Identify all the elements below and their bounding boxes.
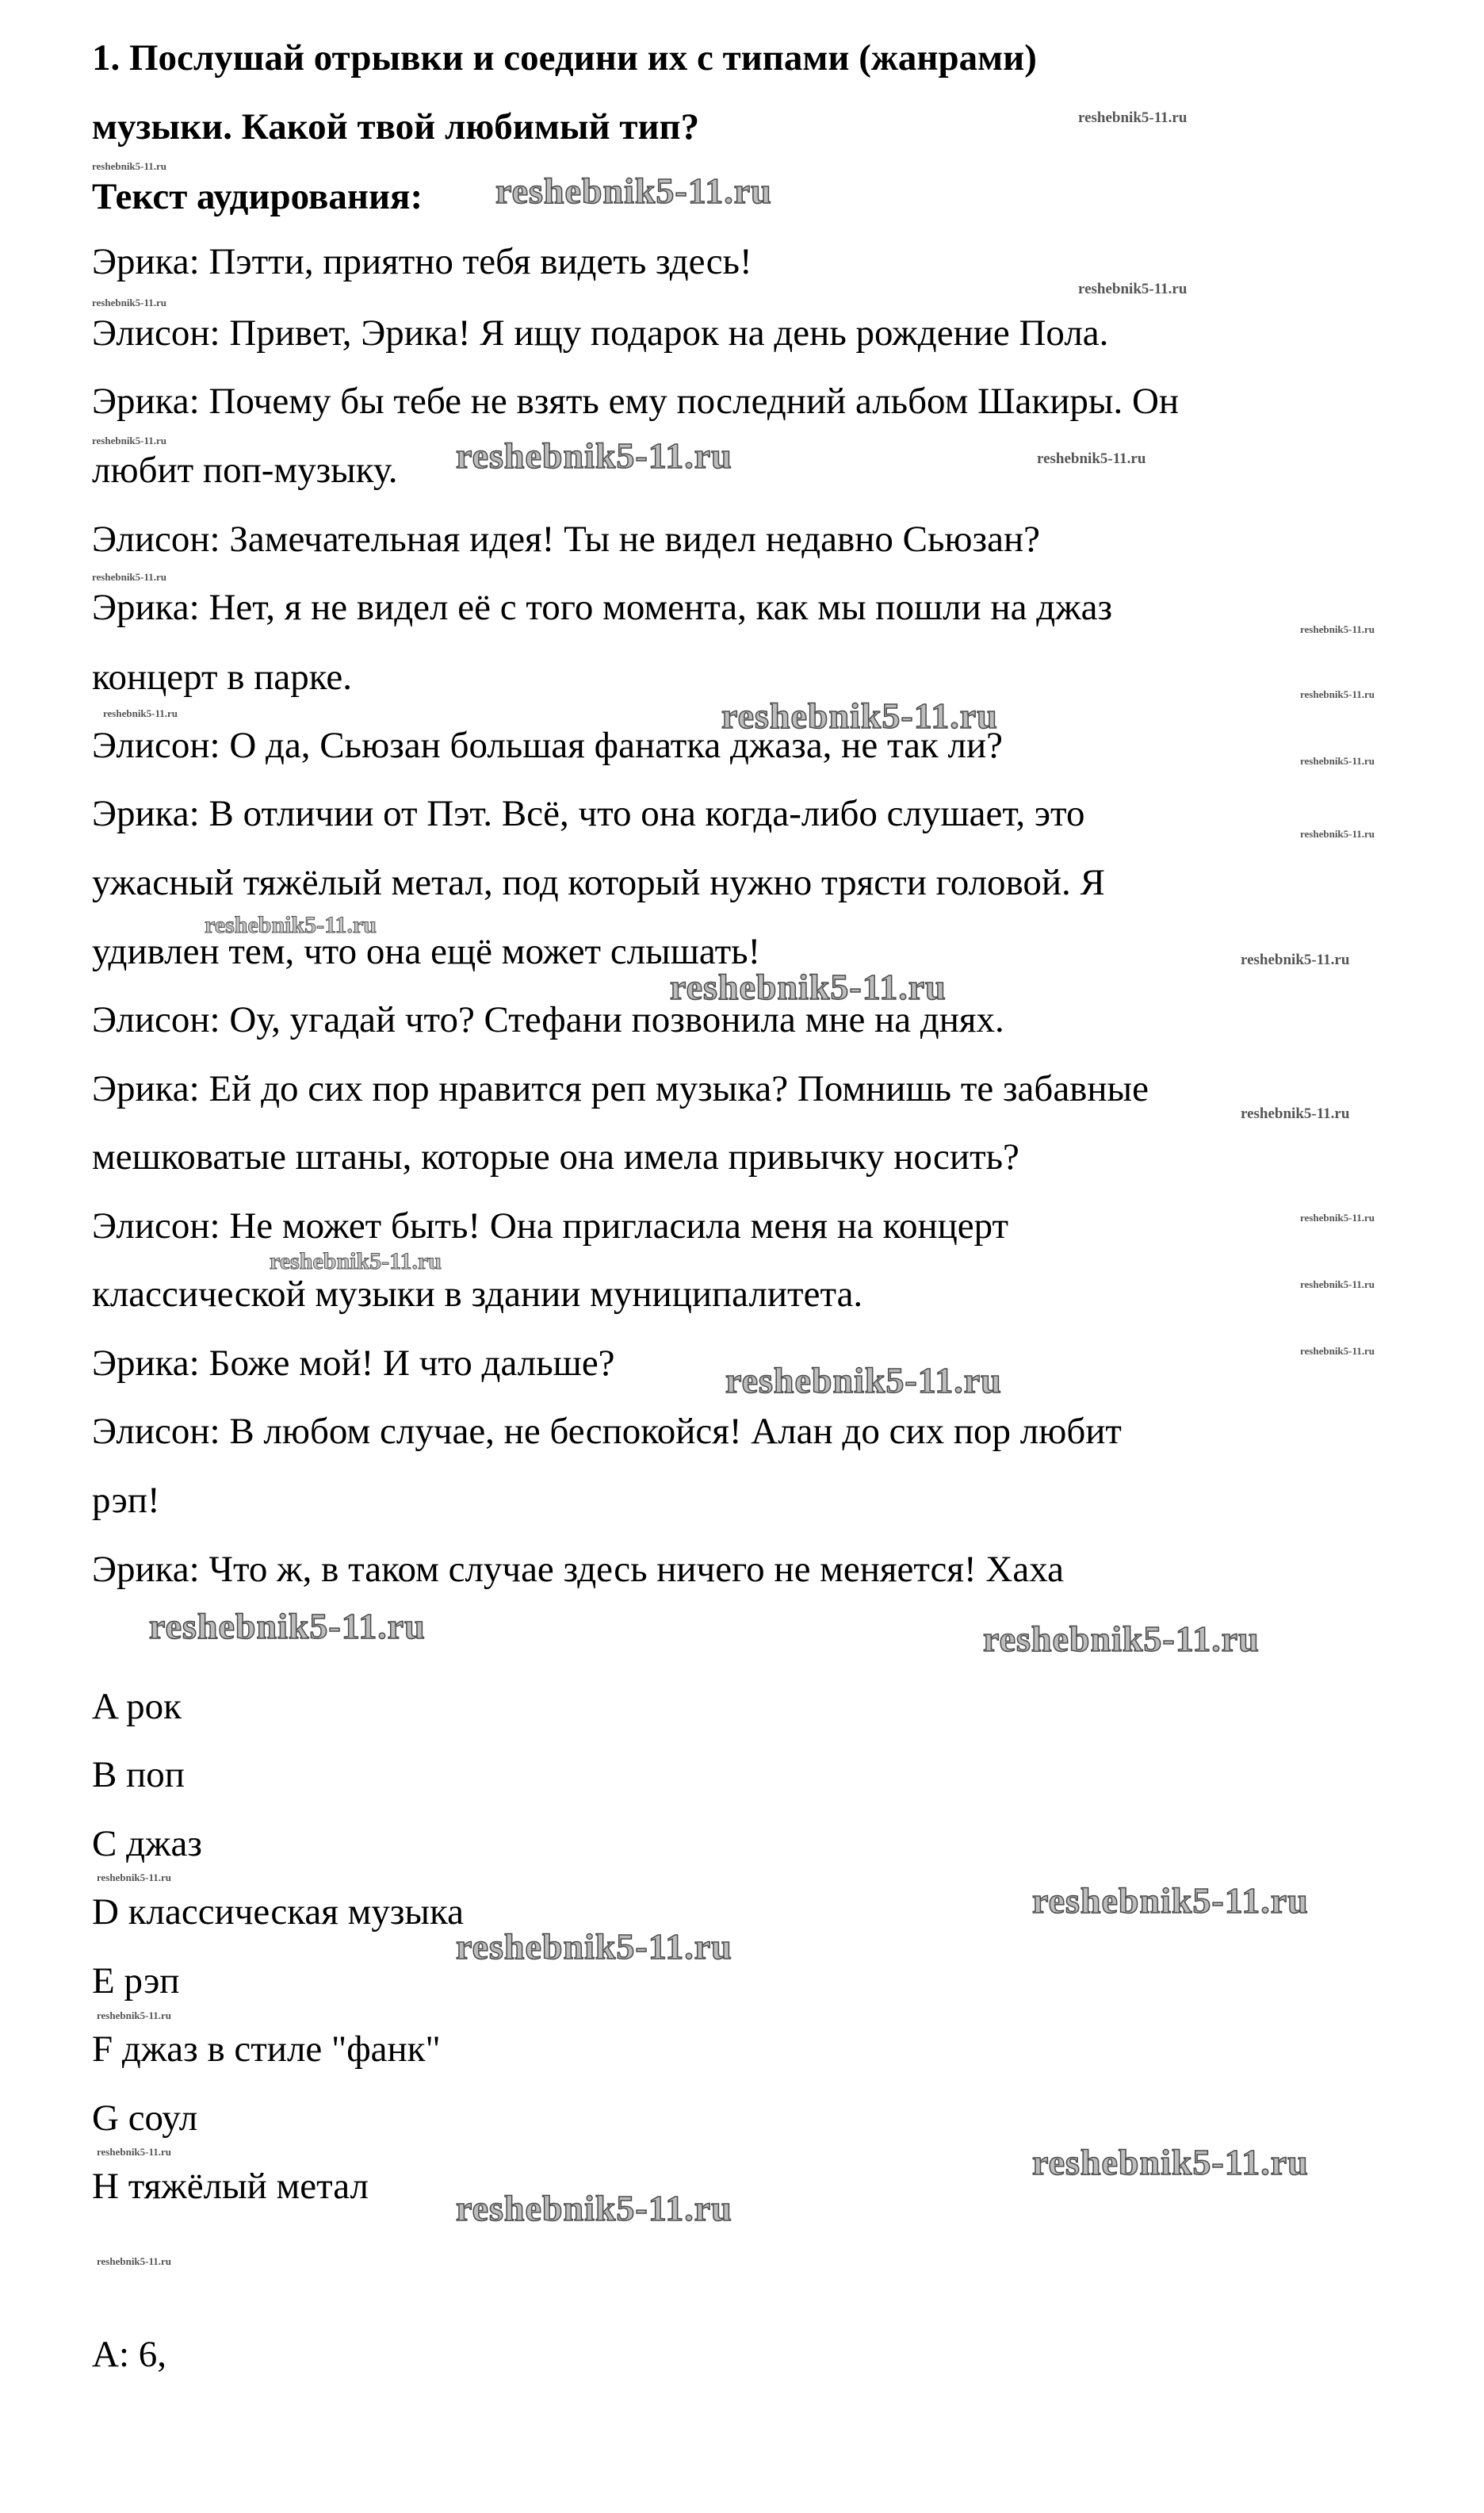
watermark-logo: reshebnik5-11.ru (1078, 109, 1188, 126)
watermark-logo: reshebnik5-11.ru (670, 967, 947, 1007)
option-item: E рэп (92, 1960, 180, 2002)
option-item: H тяжёлый метал (92, 2166, 369, 2207)
watermark-logo: reshebnik5-11.ru (103, 707, 178, 719)
dialogue-line: концерт в парке. (92, 657, 353, 698)
watermark-logo: reshebnik5-11.ru (725, 1360, 1002, 1400)
watermark-logo: reshebnik5-11.ru (456, 2188, 732, 2228)
task-title-line-2: музыки. Какой твой любимый тип? (92, 106, 700, 147)
dialogue-line: Элисон: Не может быть! Она пригласила меня на концерт (92, 1205, 1009, 1247)
watermark-logo: reshebnik5-11.ru (97, 2009, 172, 2021)
watermark-logo: reshebnik5-11.ru (1300, 1345, 1375, 1357)
transcript-heading: Текст аудирования: (92, 176, 423, 217)
watermark-logo: reshebnik5-11.ru (1241, 1105, 1350, 1122)
watermark-logo: reshebnik5-11.ru (205, 912, 377, 938)
watermark-logo: reshebnik5-11.ru (149, 1606, 426, 1646)
dialogue-line: Элисон: Привет, Эрика! Я ищу подарок на день рождение Пола. (92, 312, 1109, 354)
dialogue-line: Элисон: О да, Сьюзан большая фанатка джаза, не так ли? (92, 725, 1003, 766)
dialogue-line: рэп! (92, 1480, 160, 1521)
dialogue-line: Эрика: Боже мой! И что дальше? (92, 1343, 615, 1384)
dialogue-line: Элисон: В любом случае, не беспокойся! Алан до сих пор любит (92, 1411, 1122, 1452)
watermark-logo: reshebnik5-11.ru (92, 160, 167, 172)
option-item: D классическая музыка (92, 1891, 464, 1933)
watermark-logo: reshebnik5-11.ru (1032, 1880, 1309, 1921)
option-item: A рок (92, 1686, 182, 1727)
option-item: B поп (92, 1754, 185, 1795)
dialogue-line: удивлен тем, что она ещё может слышать! (92, 931, 761, 972)
dialogue-line: Эрика: В отличии от Пэт. Всё, что она когда-либо слушает, это (92, 793, 1085, 834)
option-item: F джаз в стиле "фанк" (92, 2028, 441, 2070)
dialogue-line: Эрика: Пэтти, приятно тебя видеть здесь! (92, 241, 752, 282)
dialogue-line: Элисон: Оу, угадай что? Стефани позвонила мне на днях. (92, 999, 1004, 1040)
option-item: C джаз (92, 1823, 202, 1864)
option-item: G соул (92, 2097, 198, 2139)
watermark-logo: reshebnik5-11.ru (92, 297, 167, 308)
watermark-logo: reshebnik5-11.ru (1241, 952, 1350, 968)
watermark-logo: reshebnik5-11.ru (1300, 688, 1375, 700)
watermark-logo: reshebnik5-11.ru (92, 435, 167, 446)
dialogue-line: Эрика: Нет, я не видел её с того момента, как мы пошли на джаз (92, 587, 1113, 628)
task-title-line-1: 1. Послушай отрывки и соедини их с типами (жанрами) (92, 37, 1037, 79)
watermark-logo: reshebnik5-11.ru (97, 2146, 172, 2158)
dialogue-line: мешковатые штаны, которые она имела привычку носить? (92, 1136, 1019, 1178)
watermark-logo: reshebnik5-11.ru (1037, 450, 1146, 467)
dialogue-line: Элисон: Замечательная идея! Ты не видел недавно Сьюзан? (92, 519, 1040, 560)
dialogue-line: классической музыки в здании муниципалитета. (92, 1274, 863, 1315)
watermark-logo: reshebnik5-11.ru (1300, 755, 1375, 767)
watermark-logo: reshebnik5-11.ru (1032, 2142, 1309, 2182)
watermark-logo: reshebnik5-11.ru (721, 695, 998, 736)
watermark-logo: reshebnik5-11.ru (1300, 1278, 1375, 1290)
watermark-logo: reshebnik5-11.ru (456, 435, 732, 476)
dialogue-line: Эрика: Ей до сих пор нравится реп музыка? Помнишь те забавные (92, 1068, 1149, 1109)
dialogue-line: Эрика: Почему бы тебе не взять ему последний альбом Шакиры. Он (92, 381, 1180, 422)
watermark-logo: reshebnik5-11.ru (1300, 623, 1375, 635)
watermark-logo: reshebnik5-11.ru (92, 571, 167, 583)
dialogue-line: ужасный тяжёлый метал, под который нужно трясти головой. Я (92, 862, 1105, 903)
watermark-logo: reshebnik5-11.ru (1300, 1212, 1375, 1224)
watermark-logo: reshebnik5-11.ru (1300, 828, 1375, 840)
dialogue-line: Эрика: Что ж, в таком случае здесь ничего не меняется! Хаха (92, 1549, 1064, 1590)
dialogue-line: любит поп-музыку. (92, 450, 398, 491)
watermark-logo: reshebnik5-11.ru (97, 2255, 172, 2267)
watermark-logo: reshebnik5-11.ru (270, 1248, 442, 1274)
watermark-logo: reshebnik5-11.ru (983, 1619, 1260, 1659)
watermark-logo: reshebnik5-11.ru (456, 1926, 732, 1967)
answer-text: A: 6, (92, 2334, 166, 2375)
watermark-logo: reshebnik5-11.ru (97, 1871, 172, 1883)
watermark-logo: reshebnik5-11.ru (1078, 281, 1188, 297)
watermark-logo: reshebnik5-11.ru (495, 170, 772, 211)
